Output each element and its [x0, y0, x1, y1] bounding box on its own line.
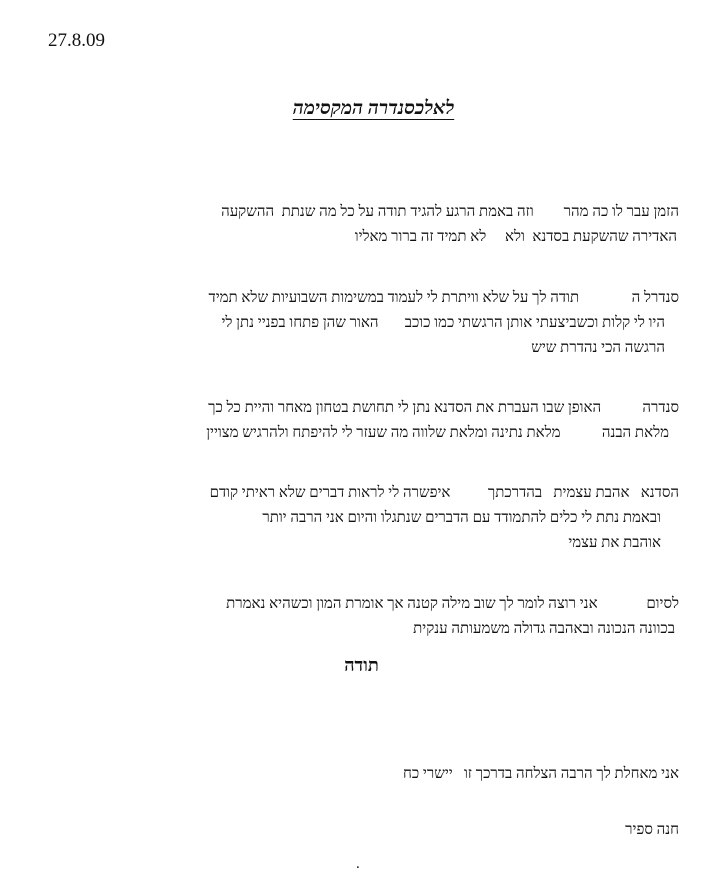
paragraph-line: לסיום אני רוצה לומר לך שוב מילה קטנה אך אומרת המון וכשהיא נאמרת: [226, 596, 679, 612]
paragraph-4: [39, 481, 679, 556]
footer-mark: .: [356, 856, 360, 872]
paragraph-2: [39, 286, 679, 361]
paragraph-line: אוהבת את עצמי: [568, 535, 661, 551]
paragraph-line: בכוונה הנכונה ובאהבה גדולה משמעותה ענקית: [413, 621, 675, 637]
paragraph-line: סנדרה האופן שבו העברת את הסדנא נתן לי תחושת בטחון מאחר והיית כל כך: [208, 400, 679, 416]
letter-title: לאלכסנדרה המקסימה: [292, 98, 455, 119]
paragraph-line: סנדרל ה תודה לך על שלא וויתרת לי לעמוד במשימות השבועיות שלא תמיד: [208, 290, 679, 306]
signature: חנה ספיר: [625, 822, 679, 838]
letter-title-wrapper: [0, 98, 723, 120]
paragraph-line: הרגשה הכי נהדרת שיש: [531, 340, 665, 356]
thanks-heading: תודה: [344, 655, 379, 675]
paragraph-line: הזמן עבר לו כה מהר וזה באמת הרגע להגיד תודה על כל מה שנתת ההשקעה: [221, 204, 679, 220]
paragraph-3: [39, 396, 679, 446]
paragraph-line: האדירה שהשקעת בסדנא ולא לא תמיד זה ברור מאליו: [354, 229, 677, 245]
paragraph-line: הסדנא אהבת עצמית בהדרכתך איפשרה לי לראות דברים שלא ראיתי קודם: [209, 485, 679, 501]
letter-date: 27.8.09: [48, 30, 105, 51]
paragraph-line: מלאת הבנה מלאת נתינה ומלאת שלווה מה שעזר לי להיפתח ולהרגיש מצויין: [206, 425, 669, 441]
closing-wish: אני מאחלת לך הרבה הצלחה בדרכך זו יישרי כח: [402, 766, 679, 782]
paragraph-5: [39, 592, 679, 642]
paragraph-line: ובאמת נתת לי כלים להתמודד עם הדברים שנתגלו והיום אני הרבה יותר: [262, 510, 661, 526]
paragraph-1: [39, 200, 679, 250]
paragraph-line: היו לי קלות וכשביצעתי אותן הרגשתי כמו כוכב האור שהן פתחו בפניי נתן לי: [221, 315, 665, 331]
